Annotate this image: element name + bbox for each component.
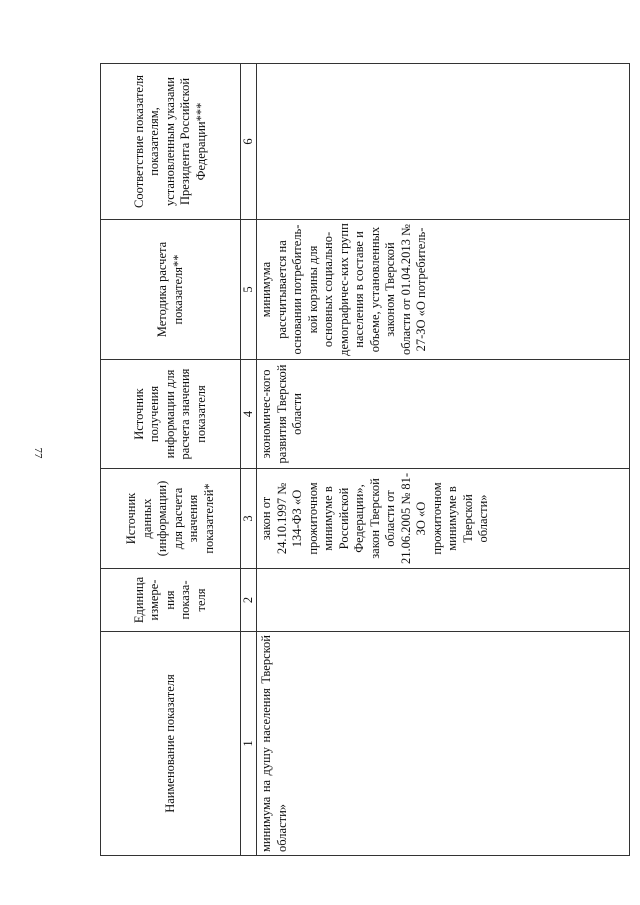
column-number: 6	[241, 64, 257, 220]
header-compliance: Соответствие показателя показателям, установленным указами Президента Российской Федерации***	[101, 64, 241, 220]
header-indicator-name: Наименование показателя	[101, 632, 241, 856]
column-number-row	[241, 64, 257, 856]
table-header-row	[101, 64, 241, 856]
header-info-source: Источник получения информации для расчета значения показателя	[101, 360, 241, 469]
table-row	[257, 64, 630, 856]
page-number: 77	[32, 447, 44, 459]
column-number: 5	[241, 220, 257, 360]
header-unit: Единица измере-ния показа-теля	[101, 569, 241, 632]
column-number: 2	[241, 569, 257, 632]
cell-method: минимума рассчитывается на основании потребитель-кой корзины для основных социально-демографичес-ких групп населения в составе и объеме, установленных законом Тверской области от 01.04.2013 № 27-ЗО «О потребитель-	[257, 220, 630, 360]
cell-unit	[257, 569, 630, 632]
column-number: 4	[241, 360, 257, 469]
cell-compliance	[257, 64, 630, 220]
cell-info-source: экономичес-кого развития Тверской области	[257, 360, 630, 469]
header-data-source: Источник данных (информации) для расчета значения показателей*	[101, 469, 241, 569]
cell-data-source: закон от 24.10.1997 № 134-ФЗ «О прожиточном минимуме в Российской Федерации», закон Тверской области от 21.06.2005 № 81-ЗО «О прожиточном минимуме в Тверской области»	[257, 469, 630, 569]
table-container	[100, 64, 640, 856]
column-number: 1	[241, 632, 257, 856]
column-number: 3	[241, 469, 257, 569]
header-method: Методика расчета показателя**	[101, 220, 241, 360]
cell-indicator-name: минимума на душу населения Тверской области»	[257, 632, 630, 856]
rotated-page	[100, 64, 640, 856]
indicator-table	[100, 63, 630, 856]
